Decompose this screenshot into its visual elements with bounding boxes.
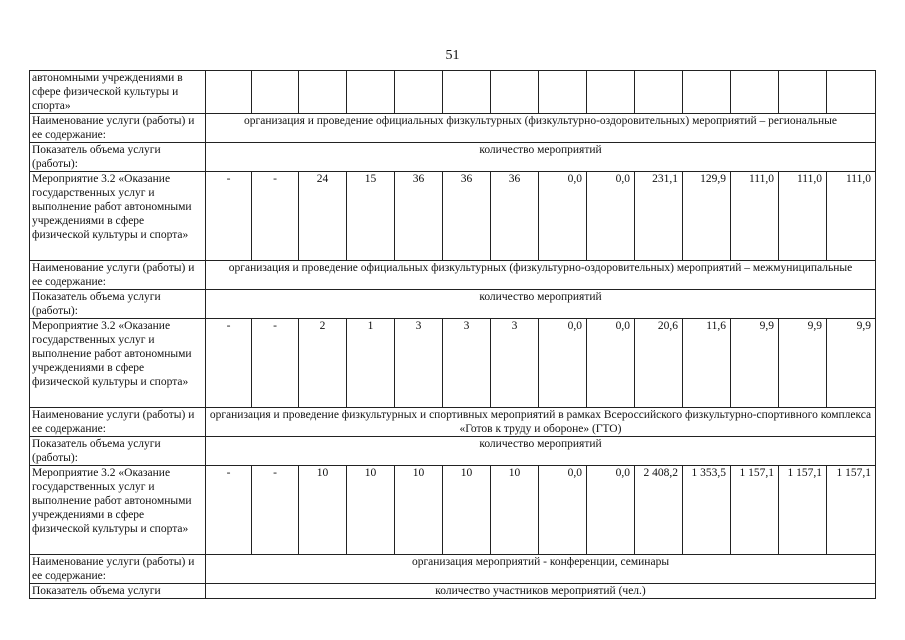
table-row	[30, 584, 876, 599]
value-cell: 3	[491, 319, 539, 408]
value-cell: 10	[299, 466, 347, 555]
value-cell: 1 157,1	[731, 466, 779, 555]
row-label: Показатель объема услуги	[30, 584, 206, 599]
value-cell: 3	[395, 319, 443, 408]
table-row	[30, 555, 876, 584]
table-row	[30, 261, 876, 290]
table-row	[30, 114, 876, 143]
row-label: Мероприятие 3.2 «Оказание государственных услуг и выполнение работ автономными учреждениями в сфере физической культуры и спорта»	[30, 319, 206, 408]
value-cell: -	[252, 319, 299, 408]
row-label: Показатель объема услуги (работы):	[30, 437, 206, 466]
value-cell: 36	[443, 172, 491, 261]
table-row	[30, 172, 876, 261]
indicator-name: количество мероприятий	[206, 143, 876, 172]
value-cell: 1	[347, 319, 395, 408]
value-cell: 1 353,5	[683, 466, 731, 555]
value-cell: 1 157,1	[779, 466, 827, 555]
table-row	[30, 319, 876, 408]
program-table	[29, 70, 876, 599]
value-cell: 9,9	[779, 319, 827, 408]
service-name: организация и проведение физкультурных и спортивных мероприятий в рамках Всероссийского физкультурно-спортивного комплекса «Готов к труду и обороне» (ГТО)	[206, 408, 876, 437]
row-label: Наименование услуги (работы) и ее содержание:	[30, 114, 206, 143]
indicator-name: количество мероприятий	[206, 290, 876, 319]
value-cell: 24	[299, 172, 347, 261]
table-row	[30, 437, 876, 466]
value-cell: 10	[443, 466, 491, 555]
row-label: Наименование услуги (работы) и ее содержание:	[30, 408, 206, 437]
value-cell: -	[206, 466, 252, 555]
value-cell: 9,9	[827, 319, 876, 408]
row-label: автономными учреждениями в сфере физической культуры и спорта»	[30, 71, 206, 114]
value-cell: -	[252, 466, 299, 555]
value-cell: 1 157,1	[827, 466, 876, 555]
table-row	[30, 408, 876, 437]
page-number: 51	[445, 48, 460, 63]
value-cell: 36	[395, 172, 443, 261]
service-name: организация мероприятий - конференции, семинары	[206, 555, 876, 584]
value-cell: 15	[347, 172, 395, 261]
value-cell: 111,0	[731, 172, 779, 261]
table-row	[30, 143, 876, 172]
row-label: Мероприятие 3.2 «Оказание государственных услуг и выполнение работ автономными учреждениями в сфере физической культуры и спорта»	[30, 466, 206, 555]
service-name: организация и проведение официальных физкультурных (физкультурно-оздоровительных) мероприятий – межмуниципальные	[206, 261, 876, 290]
value-cell: 36	[491, 172, 539, 261]
value-cell: -	[252, 172, 299, 261]
row-label: Показатель объема услуги (работы):	[30, 290, 206, 319]
value-cell: 9,9	[731, 319, 779, 408]
value-cell: 0,0	[587, 172, 635, 261]
value-cell: 2 408,2	[635, 466, 683, 555]
value-cell: 0,0	[539, 172, 587, 261]
value-cell: 2	[299, 319, 347, 408]
value-cell: 129,9	[683, 172, 731, 261]
value-cell: -	[206, 172, 252, 261]
value-cell: 231,1	[635, 172, 683, 261]
value-cell: 10	[347, 466, 395, 555]
indicator-name: количество мероприятий	[206, 437, 876, 466]
table-row	[30, 290, 876, 319]
indicator-name: количество участников мероприятий (чел.)	[206, 584, 876, 599]
value-cell: 0,0	[587, 466, 635, 555]
value-cell: 10	[491, 466, 539, 555]
row-label: Наименование услуги (работы) и ее содержание:	[30, 555, 206, 584]
value-cell: 11,6	[683, 319, 731, 408]
table-row	[30, 71, 876, 114]
service-name: организация и проведение официальных физкультурных (физкультурно-оздоровительных) мероприятий – региональные	[206, 114, 876, 143]
value-cell: 111,0	[827, 172, 876, 261]
row-label: Наименование услуги (работы) и ее содержание:	[30, 261, 206, 290]
value-cell: 0,0	[539, 319, 587, 408]
value-cell: 111,0	[779, 172, 827, 261]
value-cell: 0,0	[539, 466, 587, 555]
row-label: Показатель объема услуги (работы):	[30, 143, 206, 172]
value-cell: 20,6	[635, 319, 683, 408]
table-row	[30, 466, 876, 555]
value-cell: 3	[443, 319, 491, 408]
row-label: Мероприятие 3.2 «Оказание государственных услуг и выполнение работ автономными учреждениями в сфере физической культуры и спорта»	[30, 172, 206, 261]
value-cell: -	[206, 319, 252, 408]
value-cell: 0,0	[587, 319, 635, 408]
value-cell: 10	[395, 466, 443, 555]
